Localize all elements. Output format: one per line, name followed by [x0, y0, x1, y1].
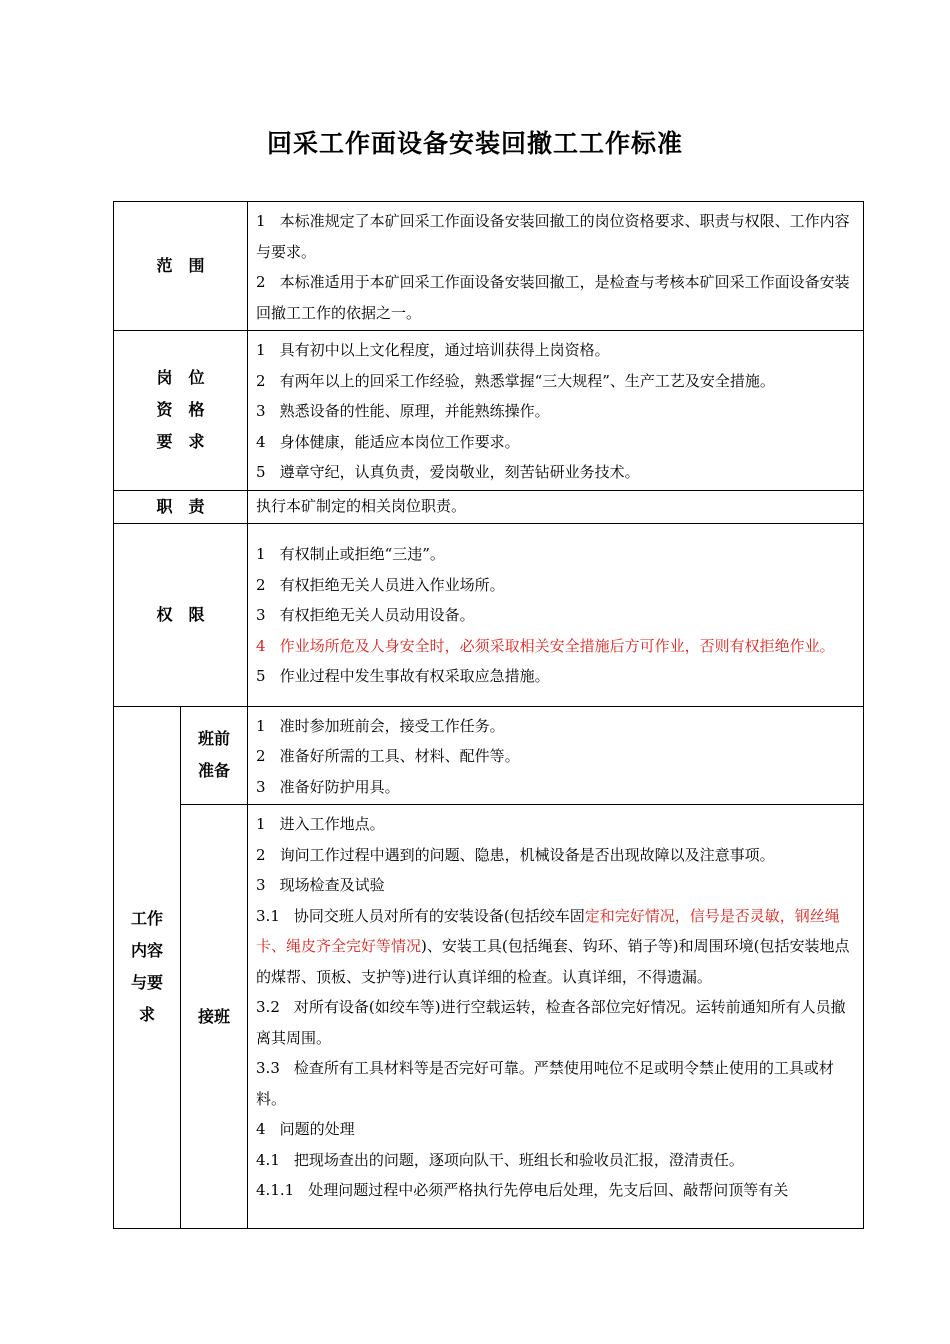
highlighted-text: 定和完好情况，信号是否灵敏，钢丝绳卡、绳皮齐全完好等情况 [256, 906, 840, 955]
handover-item: 4.1 把现场查出的问题，逐项向队干、班组长和验收员汇报，澄清责任。 [256, 1150, 744, 1169]
row-scope [114, 202, 864, 331]
authority-item-highlighted: 4 作业场所危及人身安全时，必须采取相关安全措施后方可作业，否则有权拒绝作业。 [256, 636, 835, 655]
qualification-item: 1 具有初中以上文化程度，通过培训获得上岗资格。 [256, 341, 610, 359]
standard-table [113, 201, 864, 1229]
duty-header: 职 责 [114, 490, 248, 523]
authority-item: 2 有权拒绝无关人员进入作业场所。 [256, 575, 505, 594]
row-pre-shift [114, 706, 864, 805]
authority-item: 1 有权制止或拒绝“三违”。 [256, 545, 445, 564]
pre-shift-item: 2 准备好所需的工具、材料、配件等。 [256, 747, 520, 765]
handover-item: 4.1.1 处理问题过程中必须严格执行先停电后处理，先支后回、敲帮问顶等有关 [256, 1181, 789, 1199]
row-handover [114, 805, 864, 1229]
scope-header: 范 围 [114, 202, 248, 331]
handover-item-3-1: 3.1 协同交班人员对所有的安装设备(包括绞车固定和完好情况，信号是否灵敏，钢丝绳卡、绳皮齐全完好等情况)、安装工具(包括绳套、钩环、销子等)和周围环境(包括安装地点的煤帮、顶板、支护等)进行认真详细的检查。认真详细，不得遗漏。 [256, 906, 850, 986]
duty-content: 执行本矿制定的相关岗位职责。 [248, 490, 864, 523]
authority-header: 权 限 [114, 523, 248, 706]
pre-shift-content [248, 706, 864, 805]
scope-content [248, 202, 864, 331]
scope-item-1: 1 本标准规定了本矿回采工作面设备安装回撤工的岗位资格要求、职责与权限、工作内容与要求。 [256, 212, 850, 261]
work-header: 工作 内容 与要 求 [114, 706, 181, 1229]
handover-item: 3.2 对所有设备(如绞车等)进行空载运转，检查各部位完好情况。运转前通知所有人员撤离其周围。 [256, 998, 846, 1047]
handover-content [248, 805, 864, 1229]
qualification-item: 4 身体健康，能适应本岗位工作要求。 [256, 432, 520, 451]
pre-shift-item: 1 准时参加班前会，接受工作任务。 [256, 716, 505, 735]
qualification-header: 岗 位 资 格 要 求 [114, 331, 248, 491]
row-duty [114, 490, 864, 523]
authority-content [248, 523, 864, 706]
pre-shift-item: 3 准备好防护用具。 [256, 777, 400, 796]
row-qualification [114, 331, 864, 491]
page-title: 回采工作面设备安装回撤工工作标准 [266, 129, 683, 158]
scope-item-2: 2 本标准适用于本矿回采工作面设备安装回撤工，是检查与考核本矿回采工作面设备安装回撤工工作的依据之一。 [256, 273, 850, 322]
qualification-item: 5 遵章守纪，认真负责，爱岗敬业，刻苦钻研业务技术。 [256, 463, 640, 481]
qualification-item: 3 熟悉设备的性能、原理，并能熟练操作。 [256, 402, 550, 420]
row-authority [114, 523, 864, 706]
qualification-content [248, 331, 864, 491]
handover-item: 3 现场检查及试验 [256, 876, 385, 894]
authority-item: 3 有权拒绝无关人员动用设备。 [256, 606, 475, 625]
handover-header: 接班 [181, 805, 248, 1229]
authority-item: 5 作业过程中发生事故有权采取应急措施。 [256, 667, 550, 686]
handover-item: 4 问题的处理 [256, 1120, 355, 1138]
qualification-item: 2 有两年以上的回采工作经验，熟悉掌握“三大规程”、生产工艺及安全措施。 [256, 371, 775, 390]
handover-item: 1 进入工作地点。 [256, 815, 385, 833]
handover-item: 2 询问工作过程中遇到的问题、隐患，机械设备是否出现故障以及注意事项。 [256, 845, 775, 864]
handover-item: 3.3 检查所有工具材料等是否完好可靠。严禁使用吨位不足或明令禁止使用的工具或材料。 [256, 1059, 834, 1108]
pre-shift-header: 班前 准备 [181, 706, 248, 805]
